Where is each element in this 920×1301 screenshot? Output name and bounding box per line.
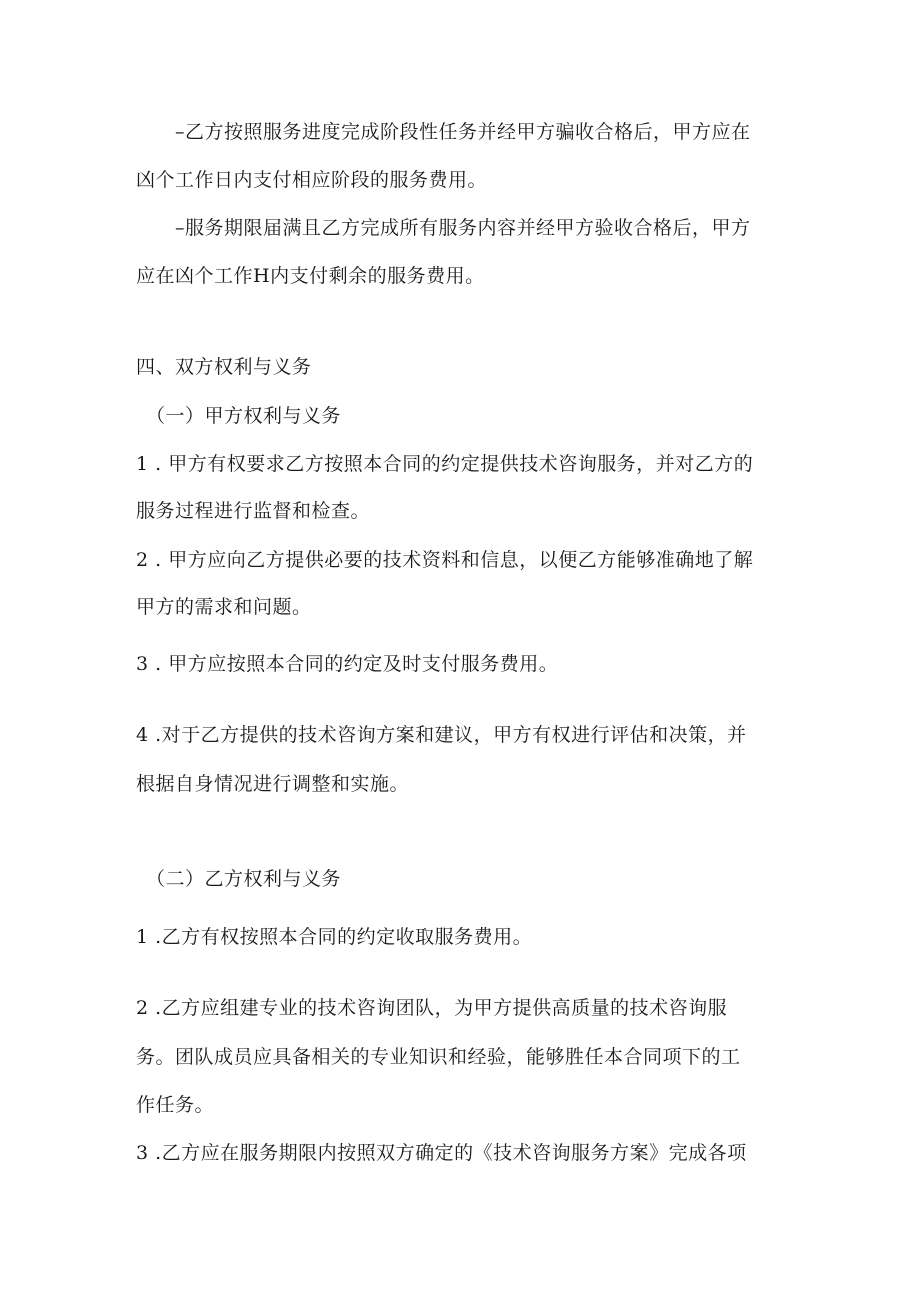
payment-item-1-line-2: 凶个工作日内支付相应阶段的服务费用。 [136, 169, 488, 191]
party-a-item-4-line-1: 4 .对于乙方提供的技术咨询方案和建议，甲方有权进行评估和决策，并 [136, 724, 747, 746]
party-a-heading: （一）甲方权利与义务 [146, 405, 342, 427]
payment-item-1-line-1: –乙方按照服务进度完成阶段性任务并经甲方骗收合格后，甲方应在 [175, 121, 751, 143]
party-a-item-1-line-2: 服务过程进行监督和检查。 [136, 500, 371, 522]
party-a-item-2-line-1: 2 . 甲方应向乙方提供必要的技术资料和信息，以便乙方能够准确地了解 [136, 549, 754, 571]
party-b-item-2-line-2: 务。团队成员应具备相关的专业知识和经验，能够胜任本合同项下的工 [136, 1046, 741, 1068]
party-a-item-2-line-2: 甲方的需求和问题。 [136, 596, 312, 618]
party-b-item-1-line-1: 1 .乙方有权按照本合同的约定收取服务费用。 [136, 926, 533, 948]
party-a-item-4-line-2: 根据自身情况进行调整和实施。 [136, 773, 410, 795]
party-b-item-2-line-1: 2 .乙方应组建专业的技术咨询团队，为甲方提供高质量的技术咨询服 [136, 997, 728, 1019]
party-b-heading: （二）乙方权利与义务 [146, 868, 342, 890]
party-a-item-3-line-1: 3 . 甲方应按照本合同的约定及时支付服务费用。 [136, 653, 559, 675]
party-a-item-1-line-1: 1 . 甲方有权要求乙方按照本合同的约定提供技术咨询服务，并对乙方的 [136, 453, 754, 475]
party-b-item-2-line-3: 作任务。 [136, 1094, 215, 1116]
payment-item-2-line-1: –服务期限届满且乙方完成所有服务内容并经甲方验收合格后，甲方 [175, 217, 751, 239]
payment-item-2-line-2: 应在凶个工作H内支付剩余的服务费用。 [136, 265, 485, 287]
party-b-item-3-line-1: 3 .乙方应在服务期限内按照双方确定的《技术咨询服务方案》完成各项 [136, 1142, 747, 1164]
section-4-title: 四、双方权利与义务 [136, 356, 312, 378]
